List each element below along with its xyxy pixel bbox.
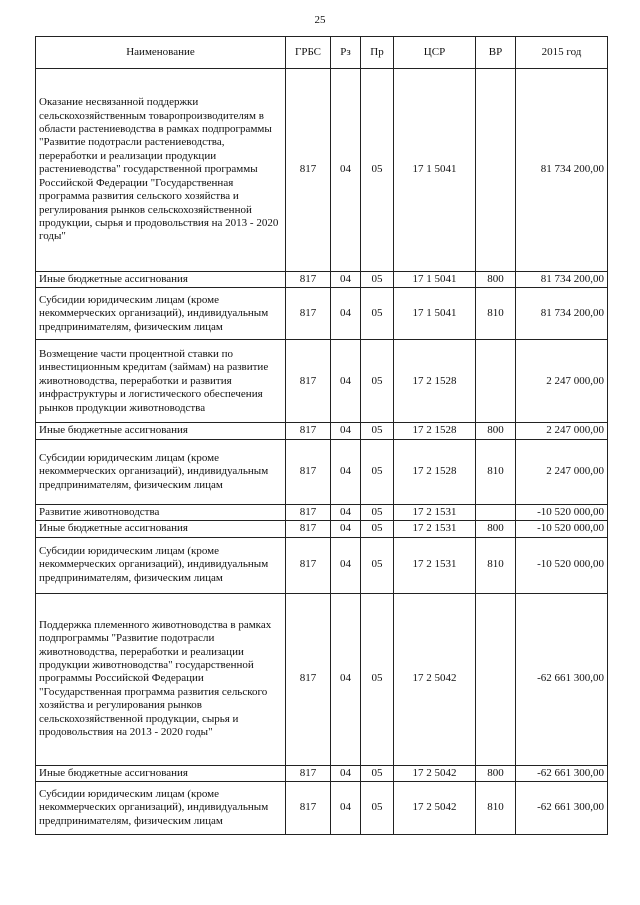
table-cell-name: Оказание несвязанной поддержки сельскохозяйственным товаропроизводителям в области растениеводства в рамках подпрограммы "Развитие подотрасли растениеводства, переработки и реализации продукции растениеводства" государственной программы Российской Федерации "Государственная программа развития сельского хозяйства и регулирования рынков сельскохозяйственной продукции, сырья и продовольствия на 2013 - 2020 годы" bbox=[36, 69, 286, 272]
table-cell-csr: 17 2 5042 bbox=[394, 765, 476, 781]
table-cell-vr: 810 bbox=[476, 537, 516, 593]
table-cell-pr: 05 bbox=[361, 593, 394, 765]
table-cell-amount: 2 247 000,00 bbox=[516, 423, 608, 439]
header-grbs: ГРБС bbox=[286, 37, 331, 69]
table-cell-rz: 04 bbox=[331, 340, 361, 423]
table-cell-name: Возмещение части процентной ставки по инвестиционным кредитам (займам) на развитие животноводства, переработки и развития инфраструктуры и логистического обеспечения рынков продукции животноводства bbox=[36, 340, 286, 423]
table-cell-amount: -62 661 300,00 bbox=[516, 765, 608, 781]
table-cell-vr: 800 bbox=[476, 765, 516, 781]
table-cell-csr: 17 2 1528 bbox=[394, 423, 476, 439]
table-cell-rz: 04 bbox=[331, 782, 361, 835]
table-cell-pr: 05 bbox=[361, 69, 394, 272]
table-row bbox=[36, 423, 608, 439]
table-cell-rz: 04 bbox=[331, 439, 361, 504]
table-row bbox=[36, 69, 608, 272]
header-year: 2015 год bbox=[516, 37, 608, 69]
table-cell-grbs: 817 bbox=[286, 521, 331, 537]
table-cell-amount: -62 661 300,00 bbox=[516, 782, 608, 835]
table-cell-grbs: 817 bbox=[286, 288, 331, 340]
table-cell-grbs: 817 bbox=[286, 504, 331, 520]
table-cell-amount: 2 247 000,00 bbox=[516, 439, 608, 504]
header-vr: ВР bbox=[476, 37, 516, 69]
table-cell-rz: 04 bbox=[331, 504, 361, 520]
table-cell-name: Иные бюджетные ассигнования bbox=[36, 765, 286, 781]
table-cell-rz: 04 bbox=[331, 537, 361, 593]
table-cell-csr: 17 2 1528 bbox=[394, 340, 476, 423]
table-cell-rz: 04 bbox=[331, 272, 361, 288]
table-cell-amount: -10 520 000,00 bbox=[516, 537, 608, 593]
table-cell-vr: 810 bbox=[476, 782, 516, 835]
table-cell-name: Субсидии юридическим лицам (кроме некоммерческих организаций), индивидуальным предпринимателям, физическим лицам bbox=[36, 288, 286, 340]
table-cell-vr bbox=[476, 593, 516, 765]
table-cell-name: Иные бюджетные ассигнования bbox=[36, 272, 286, 288]
table-cell-rz: 04 bbox=[331, 765, 361, 781]
table-cell-csr: 17 2 5042 bbox=[394, 782, 476, 835]
table-cell-pr: 05 bbox=[361, 423, 394, 439]
table-cell-pr: 05 bbox=[361, 521, 394, 537]
table-cell-vr: 800 bbox=[476, 423, 516, 439]
table-cell-csr: 17 2 5042 bbox=[394, 593, 476, 765]
table-cell-name: Субсидии юридическим лицам (кроме некоммерческих организаций), индивидуальным предпринимателям, физическим лицам bbox=[36, 439, 286, 504]
table-cell-rz: 04 bbox=[331, 423, 361, 439]
table-cell-pr: 05 bbox=[361, 765, 394, 781]
table-cell-vr bbox=[476, 69, 516, 272]
table-cell-vr: 810 bbox=[476, 439, 516, 504]
table-cell-pr: 05 bbox=[361, 504, 394, 520]
table-cell-csr: 17 2 1528 bbox=[394, 439, 476, 504]
table-cell-pr: 05 bbox=[361, 340, 394, 423]
table-cell-grbs: 817 bbox=[286, 593, 331, 765]
table-cell-csr: 17 2 1531 bbox=[394, 521, 476, 537]
table-cell-grbs: 817 bbox=[286, 423, 331, 439]
table-cell-amount: -62 661 300,00 bbox=[516, 593, 608, 765]
table-row bbox=[36, 288, 608, 340]
table-cell-grbs: 817 bbox=[286, 439, 331, 504]
table-row bbox=[36, 439, 608, 504]
table-cell-pr: 05 bbox=[361, 439, 394, 504]
header-pr: Пр bbox=[361, 37, 394, 69]
table-cell-pr: 05 bbox=[361, 288, 394, 340]
table-row bbox=[36, 340, 608, 423]
table-cell-amount: 81 734 200,00 bbox=[516, 288, 608, 340]
table-header-row bbox=[36, 37, 608, 69]
table-body bbox=[36, 69, 608, 835]
table-cell-grbs: 817 bbox=[286, 272, 331, 288]
table-row bbox=[36, 504, 608, 520]
table-cell-csr: 17 2 1531 bbox=[394, 504, 476, 520]
table-cell-vr: 800 bbox=[476, 272, 516, 288]
table-row bbox=[36, 765, 608, 781]
table-cell-name: Иные бюджетные ассигнования bbox=[36, 521, 286, 537]
page-number: 25 bbox=[314, 14, 326, 26]
table-cell-name: Субсидии юридическим лицам (кроме некоммерческих организаций), индивидуальным предпринимателям, физическим лицам bbox=[36, 537, 286, 593]
table-row bbox=[36, 272, 608, 288]
header-name: Наименование bbox=[36, 37, 286, 69]
table-cell-amount: 81 734 200,00 bbox=[516, 272, 608, 288]
table-cell-pr: 05 bbox=[361, 272, 394, 288]
header-rz: Рз bbox=[331, 37, 361, 69]
table-cell-csr: 17 1 5041 bbox=[394, 288, 476, 340]
table-cell-amount: -10 520 000,00 bbox=[516, 521, 608, 537]
table-cell-grbs: 817 bbox=[286, 765, 331, 781]
table-cell-vr: 810 bbox=[476, 288, 516, 340]
table-cell-grbs: 817 bbox=[286, 69, 331, 272]
table-cell-grbs: 817 bbox=[286, 782, 331, 835]
table-cell-rz: 04 bbox=[331, 593, 361, 765]
table-cell-csr: 17 2 1531 bbox=[394, 537, 476, 593]
table-cell-pr: 05 bbox=[361, 782, 394, 835]
table-row bbox=[36, 782, 608, 835]
table-cell-rz: 04 bbox=[331, 288, 361, 340]
table-cell-amount: 2 247 000,00 bbox=[516, 340, 608, 423]
table-cell-vr bbox=[476, 340, 516, 423]
table-cell-amount: 81 734 200,00 bbox=[516, 69, 608, 272]
table-cell-name: Субсидии юридическим лицам (кроме некоммерческих организаций), индивидуальным предпринимателям, физическим лицам bbox=[36, 782, 286, 835]
table-cell-name: Поддержка племенного животноводства в рамках подпрограммы "Развитие подотрасли животноводства, переработки и реализации продукции животноводства" государственной программы Российской Федерации "Государственная программа развития сельского хозяйства и регулирования рынков сельскохозяйственной продукции, сырья и продовольствия на 2013 - 2020 годы" bbox=[36, 593, 286, 765]
table-row bbox=[36, 537, 608, 593]
table-row bbox=[36, 593, 608, 765]
table-cell-pr: 05 bbox=[361, 537, 394, 593]
table-cell-grbs: 817 bbox=[286, 537, 331, 593]
budget-table bbox=[35, 36, 608, 835]
table-cell-amount: -10 520 000,00 bbox=[516, 504, 608, 520]
table-cell-rz: 04 bbox=[331, 521, 361, 537]
table-cell-rz: 04 bbox=[331, 69, 361, 272]
table-cell-name: Развитие животноводства bbox=[36, 504, 286, 520]
table-cell-csr: 17 1 5041 bbox=[394, 272, 476, 288]
table-cell-csr: 17 1 5041 bbox=[394, 69, 476, 272]
header-csr: ЦСР bbox=[394, 37, 476, 69]
table-cell-name: Иные бюджетные ассигнования bbox=[36, 423, 286, 439]
table-cell-vr bbox=[476, 504, 516, 520]
table-cell-vr: 800 bbox=[476, 521, 516, 537]
table-row bbox=[36, 521, 608, 537]
table-cell-grbs: 817 bbox=[286, 340, 331, 423]
